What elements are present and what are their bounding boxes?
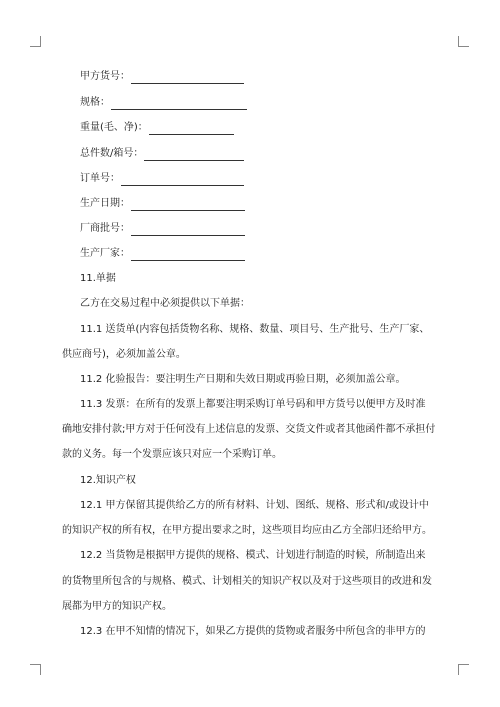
field-label: 重量(毛、净)： (80, 122, 148, 133)
field-label: 总件数/箱号： (80, 148, 144, 159)
clause-12-2-line-1: 12.2 当货物是根据甲方提供的规格、模式、计划进行制造的时候，所制造出来 (80, 550, 426, 561)
blank-line (131, 249, 245, 261)
blank-line (121, 174, 244, 186)
blank-line (131, 199, 245, 211)
blank-line (144, 149, 244, 161)
crop-mark-top-right (458, 36, 469, 47)
clause-11-3-line-1: 11.3 发票：在所有的发票上都要注明采购订单号码和甲方货号以便甲方及时准 (80, 399, 426, 410)
crop-mark-bottom-right (458, 664, 469, 675)
clause-12-3-line-1: 12.3 在甲不知情的情况下，如果乙方提供的货物或者服务中所包含的非甲方的 (80, 626, 426, 637)
clause-12-2-line-3: 展都为甲方的知识产权。 (62, 601, 172, 612)
field-production-date (80, 197, 245, 211)
clause-12-2-line-2: 的货物里所包含的与规格、模式、计划相关的知识产权以及对于这些项目的改进和发 (62, 576, 432, 587)
section-11-heading: 11.单据 (80, 273, 116, 284)
clause-11-2-line-1: 11.2 化验报告：要注明生产日期和失效日期或再验日期，必须加盖公章。 (80, 374, 406, 385)
clause-11-1-line-2: 供应商号)，必须加盖公章。 (62, 349, 186, 360)
section-11-intro: 乙方在交易过程中必须提供以下单据： (80, 298, 250, 309)
section-12-heading: 12.知识产权 (80, 475, 136, 486)
clause-11-3-line-3: 款的义务。每一个发票应该只对应一个采购订单。 (62, 449, 282, 460)
clause-11-3-line-2: 确地安排付款;甲方对于任何没有上述信息的发票、交货文件或者其他函件都不承担付 (62, 424, 436, 435)
crop-mark-top-left (30, 36, 41, 47)
blank-line (111, 98, 247, 110)
field-label: 规格： (80, 97, 110, 108)
field-item-number (80, 70, 244, 84)
field-label: 生产厂家： (80, 248, 130, 259)
field-label: 订单号： (80, 173, 120, 184)
field-manufacturer (80, 247, 245, 261)
clause-12-1-line-1: 12.1 甲方保留其提供给乙方的所有材料、计划、图纸、规格、形式和/或设计中 (80, 500, 429, 511)
field-weight (80, 121, 234, 135)
blank-line (131, 224, 245, 236)
field-total-pieces (80, 147, 244, 161)
crop-mark-bottom-left (30, 664, 41, 675)
blank-line (131, 72, 244, 84)
field-batch-number (80, 222, 245, 236)
field-label: 生产日期： (80, 198, 130, 209)
field-label: 甲方货号： (80, 71, 130, 82)
field-specification (80, 96, 247, 110)
blank-line (149, 123, 234, 135)
clause-11-1-line-1: 11.1 送货单(内容包括货物名称、规格、数量、项目号、生产批号、生产厂家、 (80, 324, 430, 335)
field-order-number (80, 172, 244, 186)
field-label: 厂商批号： (80, 223, 130, 234)
clause-12-1-line-2: 的知识产权的所有权，在甲方提出要求之时，这些项目均应由乙方全部归还给甲方。 (62, 525, 432, 536)
